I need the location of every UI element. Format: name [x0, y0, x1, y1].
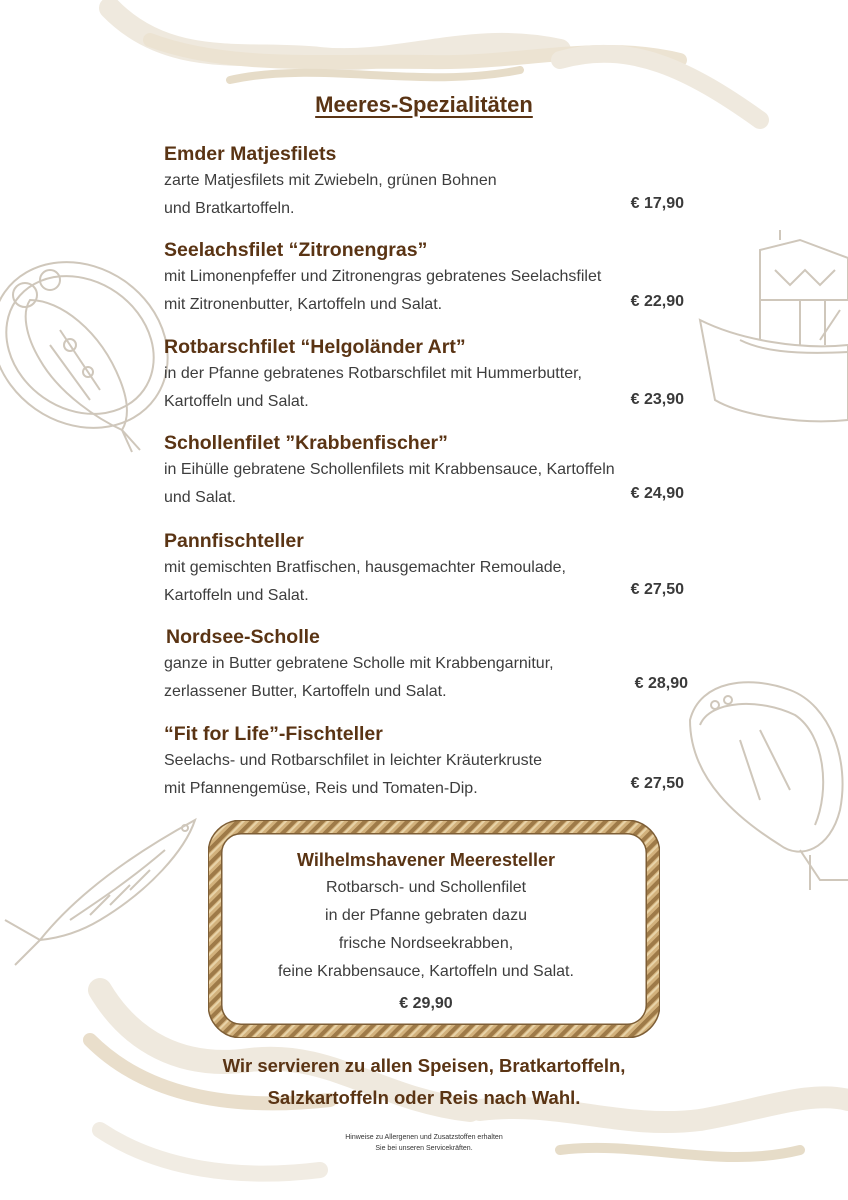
dish-schollenfilet: [164, 430, 684, 512]
dish-description-line: mit Limonenpfeffer und Zitronengras gebratenes Seelachsfilet: [164, 268, 602, 285]
dish-description-line: Kartoffeln und Salat.: [164, 587, 309, 604]
dish-description-line: in der Pfanne gebratenes Rotbarschfilet mit Hummerbutter,: [164, 365, 582, 382]
dish-description-line: mit Zitronenbutter, Kartoffeln und Salat.: [164, 296, 443, 313]
side-dish-notice: [0, 1050, 848, 1114]
dish-name: “Fit for Life”-Fischteller: [164, 723, 383, 745]
dish-price: € 23,90: [630, 391, 684, 408]
allergen-note: [0, 1132, 848, 1154]
dish-price: € 27,50: [630, 775, 684, 792]
dish-description-line: mit gemischten Bratfischen, hausgemachter Remoulade,: [164, 559, 566, 576]
dish-fit-for-life: [164, 721, 684, 803]
dish-description-line: und Salat.: [164, 489, 237, 506]
dish-name: Pannfischteller: [164, 530, 304, 552]
special-dish-price: € 29,90: [399, 995, 453, 1012]
flounder-sketch: [690, 682, 848, 890]
dish-seelachsfilet: [164, 237, 684, 319]
dish-description-line: und Bratkartoffeln.: [164, 200, 295, 217]
dish-name: Nordsee-Scholle: [166, 626, 320, 648]
dish-description-line: zerlassener Butter, Kartoffeln und Salat.: [164, 683, 447, 700]
dish-price: € 17,90: [630, 195, 684, 212]
dish-name: Rotbarschfilet “Helgoländer Art”: [164, 336, 466, 358]
dish-rotbarschfilet: [164, 334, 684, 416]
dish-description-line: Kartoffeln und Salat.: [164, 393, 309, 410]
dish-description-line: in Eihülle gebratene Schollenfilets mit Krabbensauce, Kartoffeln: [164, 461, 615, 478]
menu-title: Meeres-Spezialitäten: [315, 92, 533, 117]
allergen-note-line: Hinweise zu Allergenen und Zusatzstoffen erhalten: [345, 1134, 503, 1141]
special-dish-line: feine Krabbensauce, Kartoffeln und Salat.: [278, 963, 574, 980]
dish-name: Seelachsfilet “Zitronengras”: [164, 239, 428, 261]
special-dish-line: in der Pfanne gebraten dazu: [325, 907, 527, 924]
dish-pannfischteller: [164, 528, 684, 610]
allergen-note-line: Sie bei unseren Servicekräften.: [375, 1145, 473, 1152]
side-dish-notice-line: Salzkartoffeln oder Reis nach Wahl.: [267, 1087, 581, 1108]
dish-name: Emder Matjesfilets: [164, 143, 337, 165]
special-dish-line: Rotbarsch- und Schollenfilet: [325, 879, 527, 896]
dish-description-line: zarte Matjesfilets mit Zwiebeln, grünen Bohnen: [164, 172, 497, 189]
dish-price: € 27,50: [630, 581, 684, 598]
dish-price: € 22,90: [630, 293, 684, 310]
special-dish-name: Wilhelmshavener Meeresteller: [297, 850, 555, 870]
special-dish-line: frische Nordseekrabben,: [338, 935, 514, 952]
special-dish-box: [232, 846, 620, 1013]
dish-name: Schollenfilet ”Krabbenfischer”: [164, 432, 448, 454]
dish-description-line: ganze in Butter gebratene Scholle mit Krabbengarnitur,: [164, 655, 554, 672]
dish-description-line: mit Pfannengemüse, Reis und Tomaten-Dip.: [164, 780, 478, 797]
boat-sketch: [700, 230, 848, 421]
dish-nordsee-scholle: [166, 624, 686, 706]
dish-price: € 28,90: [634, 675, 688, 692]
dish-price: € 24,90: [630, 485, 684, 502]
dish-description-line: Seelachs- und Rotbarschfilet in leichter Kräuterkruste: [164, 752, 542, 769]
dish-emder-matjesfilets: [164, 141, 684, 223]
mackerel-sketch: [5, 820, 195, 965]
side-dish-notice-line: Wir servieren zu allen Speisen, Bratkartoffeln,: [222, 1055, 626, 1076]
